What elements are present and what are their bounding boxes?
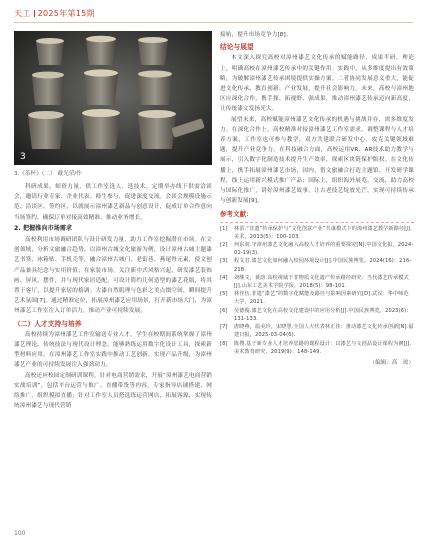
figure-number: 3	[20, 152, 26, 162]
reference-item	[220, 257, 414, 273]
reference-number: [7]	[220, 324, 228, 331]
reference-text: 刘继文，黄韵.高校视域下非物质文化遗产传承路径研究：当代漆艺传承模式[J].山东工艺美术学院学报，2018(5)：98-101.	[234, 274, 409, 290]
reference-text: 吴德俊.漆艺文化在高校文化建设中的应用分析[J].中国民族博览，2023(6)：131-133.	[234, 307, 412, 322]
body-paragraph: 高校持续为漳州漆艺工作室输送专业人才。学生在校期间系统掌握了漳州漆艺理论、传统技法与现代设计理念，能够熟练运用数字化设计工具，探索新型材料应用。在漳州漆艺工作室实践中推动工艺创新，实现产品升级，为漳州漆艺产业的可持续发展注入强劲动力。	[14, 331, 212, 369]
body-paragraph: 本文深入探究高校对漳州漆艺文化传承的赋能路径、成果半研。理论上，明确高校在漳州漆艺传承中的关键作用：实践中，从多维度提出有效策略，为破解漳州漆艺传承困境提供实操方案。二者协同发展意义重大，能促进文化传承、教育创新、产业发展，提升社会影响力。未来，高校与漳州地区应深化合作，携手探、拓视野、强成果，推动漳州漆艺传承迈向新高度，让传统漆文发扬光大。	[220, 55, 414, 113]
reference-text: 陈搜.基于新专业人才培养思路的课程设计：以漆艺与文创品设计课程为例[J].美术教育研究，2019(9)：148-149.	[234, 340, 412, 355]
subsection-heading: 2. 把握推向市场需求	[14, 224, 73, 232]
body-paragraph: 接轨，提升市场竞争力[8]。	[220, 32, 292, 38]
figure-caption: 3.《茶杯》（二） 戴光荣/作	[14, 171, 82, 177]
reference-item	[220, 290, 414, 306]
journal-header	[14, 8, 95, 19]
body-paragraph: 高校利用市场调研团队与设计研发力量，助力工作室挖掘潜在市场。在文创领域，分析文旅融合趋势，以漳州古城文化旅游为例，设计漳州古城主题漆艺书签、冰箱贴、手机壳等，融合漳州古城门、老街巷、燕尾脊元素，使文创产品兼具纪念与实用价值；在家装市场，关注新中式风格兴起，研发漆艺装饰画、屏风、摆件，并与现代家居适配，可设计简约几何造型的漆艺花瓶，将其置于客厅，以提升家居的格调；大漆自然肌理与色彩之美点缀空间，瞬间提升艺术氛围[7]。通过精准定位，拓展漳州漆艺应用场景，打开新市场大门，为漳州漆艺工作室注入订单活力，推动产业可持续发展。	[14, 237, 212, 315]
header-rule	[14, 22, 413, 23]
reference-text: 程文君.漆艺文化如何融入校园环境设计[J].中国民族博览，2024(16)：216-218.	[234, 258, 412, 273]
left-text-column	[14, 182, 212, 411]
body-paragraph: 展望未来，高校赋能漳州漆艺文化传承的机遇与挑战并存，需多维度发力。在深化合作上，高校精准对接漳州漆艺工作室需求，调整课程与人才培养方案，工作室也可参与教学，双方共建联合研发中心，攻克关键领域难题，提升产业竞争力。在科技融合方面，高校运用VR、AR技术助力教学与展示，引入数字化制造技术提升生产效率，探索区块链保护版权。在文化传播上，携手拓展漳州漆艺市场，国内，借文旅融合打造主题馆、开发研学课程，线上运用新兴模式推广产品；国际上，组织海外展览、交流，助力高校与国际化推广，讲好漳州漆艺故事，让古老技艺绽放光芒，实现可持续传承与创新发展[9]。	[220, 116, 414, 205]
reference-item	[220, 340, 414, 356]
reference-number: [4]	[220, 274, 228, 281]
reference-number: [3]	[220, 258, 228, 265]
reference-text: 唐晓燕，温美玲，宋晓慧.全国人大代表林正佳：推动漆艺文化传承创新[N].福建日报，2025-03-04(6).	[234, 324, 414, 339]
reference-item	[220, 225, 414, 241]
reference-number: [2]	[220, 242, 228, 249]
reference-item	[220, 307, 414, 323]
reference-text: 林佳伍.非遗“漆艺”的数字化赋能及路径与影响因素研究[D].武汉：华中师范大学，2021.	[234, 291, 409, 306]
reference-number: [5]	[220, 291, 228, 298]
reference-number: [1]	[220, 225, 228, 232]
reference-item	[220, 274, 414, 290]
references-list	[220, 222, 414, 356]
editor-credit: （编辑：高 琼）	[369, 359, 414, 366]
right-text-column	[220, 30, 414, 368]
body-paragraph: 高校还应校园定制研训课程，针对电商营销需求，开展“漳州漆艺电商营销实战培训”，包括平台运营与推广、直播带货等内容，专家指导店铺搭建、网络推广、组织模拟直播；针对工作室人员搭选练运营网店，拓展客源，实现传统漳州漆艺与现代营销	[14, 372, 212, 410]
body-paragraph: 科研成果、师资力量、供工作室选人、选技术。定期举办线下供需洽谈会，邀请行业专家、企业代表、师生参与，促进深度交流。会谈会规模设施示范、沿谈区、签约区，以就展示漳州漆艺新品与创意设计，促成订单合作意向当场签约，确保订单对接高效精准、推动业务增长。	[14, 184, 212, 221]
header-divider	[34, 10, 35, 17]
reference-number: [6]	[220, 307, 228, 314]
photo-illustration	[14, 31, 212, 165]
journal-name: 天工	[14, 9, 31, 18]
reference-text: 何东润.守漳州漆艺文化融入高校人才培养的重要探究[N].中国文化报，2024-01-19(3).	[234, 242, 414, 257]
references-heading: 参考文献：	[220, 210, 253, 219]
reference-text: 林滔.“非遗”传承保护与“文化创意产业”共谋模式下的漳州漆艺教学新路径[J].美术，2013(5)：100-103.	[234, 225, 412, 240]
page-number: 100	[14, 530, 26, 537]
lacquer-cups-photo	[14, 31, 212, 165]
section-heading: （二）人才支持与培养	[14, 319, 82, 328]
reference-number: [8]	[220, 340, 228, 347]
reference-item	[220, 241, 414, 257]
reference-item	[220, 323, 414, 339]
section-heading: 结论与展望	[220, 43, 254, 52]
journal-issue: 2025年第15期	[37, 9, 95, 18]
